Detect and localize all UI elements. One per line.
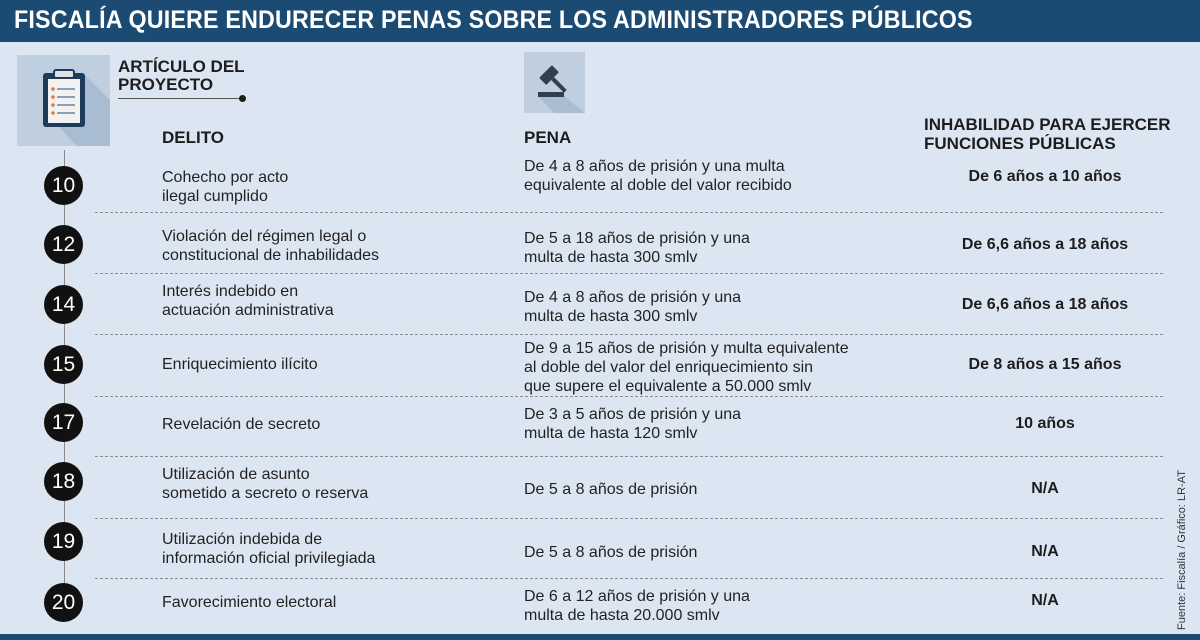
bottom-bar [0,634,1200,640]
delito-line: información oficial privilegiada [162,550,376,567]
pena-cell [524,587,894,625]
article-number: 10 [44,166,83,205]
pena-line: multa de hasta 120 smlv [524,425,698,442]
pena-line: De 3 a 5 años de prisión y una [524,406,742,423]
article-label [118,58,245,94]
row-separator [95,518,1163,519]
delito-line: Utilización indebida de [162,531,323,548]
pena-line: multa de hasta 20.000 smlv [524,607,720,624]
inhabilidad-cell: De 6,6 años a 18 años [961,296,1129,313]
delito-cell [162,593,502,612]
pena-line: De 6 a 12 años de prisión y una [524,588,750,605]
delito-line: sometido a secreto o reserva [162,485,369,502]
clipboard-icon [17,55,110,146]
source-credit: Fuente: Fiscalía / Gráfico: LR-AT [1176,470,1188,630]
delito-line: actuación administrativa [162,302,334,319]
delito-cell [162,465,502,503]
pena-cell [524,229,894,267]
delito-line: Interés indebido en [162,283,299,300]
row-separator [95,578,1163,579]
delito-cell [162,415,502,434]
article-pointer-line [118,98,242,99]
delito-cell [162,355,502,374]
inhabilidad-cell: N/A [1031,480,1059,497]
pena-line: De 4 a 8 años de prisión y una multa [524,158,785,175]
row-separator [95,334,1163,335]
delito-line: Cohecho por acto [162,169,289,186]
delito-line: Violación del régimen legal o [162,228,367,245]
header-delito: DELITO [162,128,225,147]
pena-cell [524,405,894,443]
pena-line: De 4 a 8 años de prisión y una [524,289,742,306]
article-number: 15 [44,345,83,384]
pena-line: al doble del valor del enriquecimiento sin [524,359,814,376]
delito-line: Enriquecimiento ilícito [162,356,318,373]
row-separator [95,456,1163,457]
pena-line: De 9 a 15 años de prisión y multa equivalente [524,340,849,357]
header-inhabilidad [924,115,1171,153]
article-number: 14 [44,285,83,324]
pena-line: multa de hasta 300 smlv [524,308,698,325]
pena-line: que supere el equivalente a 50.000 smlv [524,378,812,395]
pena-line: De 5 a 18 años de prisión y una [524,230,750,247]
header-inhabilidad-line2: FUNCIONES PÚBLICAS [924,134,1116,153]
pena-line: equivalente al doble del valor recibido [524,177,792,194]
delito-cell [162,282,502,320]
inhabilidad-cell: De 8 años a 15 años [968,356,1122,373]
gavel-icon [524,52,585,113]
inhabilidad-cell: N/A [1031,543,1059,560]
article-number: 12 [44,225,83,264]
row-separator [95,212,1163,213]
row-separator [95,273,1163,274]
pena-cell [524,543,894,562]
pena-cell [524,288,894,326]
pena-cell [524,480,894,499]
delito-cell [162,168,502,206]
pena-line: De 5 a 8 años de prisión [524,544,698,561]
delito-line: Favorecimiento electoral [162,594,337,611]
pena-cell [524,339,894,396]
article-label-line2: PROYECTO [118,75,214,94]
pena-line: De 5 a 8 años de prisión [524,481,698,498]
delito-cell [162,530,502,568]
article-number: 20 [44,583,83,622]
row-separator [95,396,1163,397]
delito-line: ilegal cumplido [162,188,268,205]
article-number: 19 [44,522,83,561]
delito-line: Utilización de asunto [162,466,310,483]
page-title: FISCALÍA QUIERE ENDURECER PENAS SOBRE LOS ADMINISTRADORES PÚBLICOS [14,6,973,34]
pena-line: multa de hasta 300 smlv [524,249,698,266]
delito-line: Revelación de secreto [162,416,321,433]
article-number: 18 [44,462,83,501]
header-inhabilidad-line1: INHABILIDAD PARA EJERCER [924,115,1171,134]
delito-line: constitucional de inhabilidades [162,247,380,264]
article-pointer-dot [239,95,246,102]
title-bar [0,0,1200,42]
article-label-line1: ARTÍCULO DEL [118,57,245,76]
header-pena: PENA [524,128,572,147]
inhabilidad-cell: N/A [1031,592,1059,609]
inhabilidad-cell: De 6,6 años a 18 años [961,236,1129,253]
delito-cell [162,227,502,265]
inhabilidad-cell: De 6 años a 10 años [968,168,1122,185]
article-number: 17 [44,403,83,442]
pena-cell [524,157,894,195]
inhabilidad-cell: 10 años [1015,415,1075,432]
